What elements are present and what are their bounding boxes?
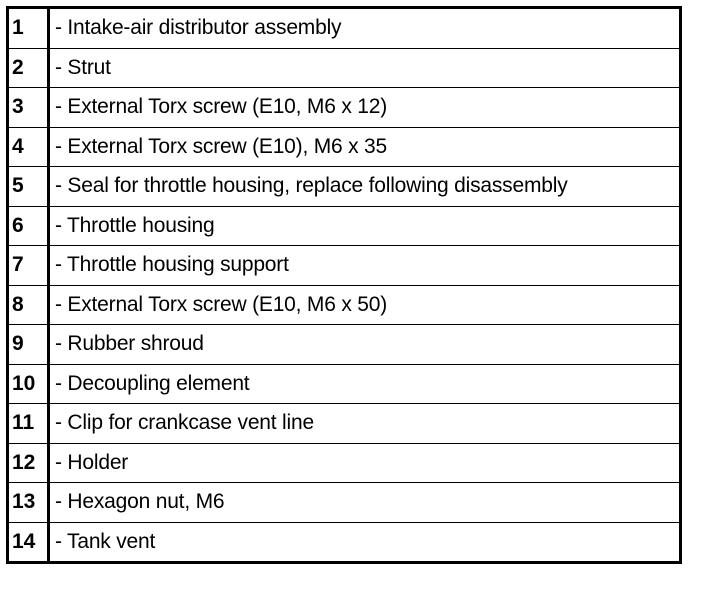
part-number: 9	[8, 325, 49, 365]
part-description: - Rubber shroud	[49, 325, 681, 365]
part-description: - Strut	[49, 48, 681, 88]
table-row	[8, 88, 681, 128]
part-description: - Clip for crankcase vent line	[49, 404, 681, 444]
part-description: - Seal for throttle housing, replace following disassembly	[49, 167, 681, 207]
part-number: 10	[8, 364, 49, 404]
parts-legend-table	[6, 6, 682, 564]
part-description: - Throttle housing support	[49, 246, 681, 286]
table-row	[8, 8, 681, 49]
part-number: 5	[8, 167, 49, 207]
part-number: 11	[8, 404, 49, 444]
part-number: 12	[8, 443, 49, 483]
table-row	[8, 364, 681, 404]
table-row	[8, 404, 681, 444]
part-description: - External Torx screw (E10, M6 x 50)	[49, 285, 681, 325]
part-number: 3	[8, 88, 49, 128]
part-number: 6	[8, 206, 49, 246]
part-number: 2	[8, 48, 49, 88]
part-description: - Throttle housing	[49, 206, 681, 246]
table-row	[8, 325, 681, 365]
table-row	[8, 48, 681, 88]
table-row	[8, 127, 681, 167]
part-number: 4	[8, 127, 49, 167]
part-description: - Tank vent	[49, 522, 681, 563]
part-description: - Decoupling element	[49, 364, 681, 404]
part-description: - Intake-air distributor assembly	[49, 8, 681, 49]
table-row	[8, 206, 681, 246]
part-number: 8	[8, 285, 49, 325]
table-row	[8, 285, 681, 325]
part-number: 14	[8, 522, 49, 563]
table-row	[8, 167, 681, 207]
part-number: 13	[8, 483, 49, 523]
table-row	[8, 483, 681, 523]
part-description: - Hexagon nut, M6	[49, 483, 681, 523]
part-description: - Holder	[49, 443, 681, 483]
table-row	[8, 522, 681, 563]
part-number: 1	[8, 8, 49, 49]
table-row	[8, 246, 681, 286]
part-number: 7	[8, 246, 49, 286]
table-row	[8, 443, 681, 483]
part-description: - External Torx screw (E10, M6 x 12)	[49, 88, 681, 128]
parts-legend-body	[8, 8, 681, 563]
part-description: - External Torx screw (E10), M6 x 35	[49, 127, 681, 167]
